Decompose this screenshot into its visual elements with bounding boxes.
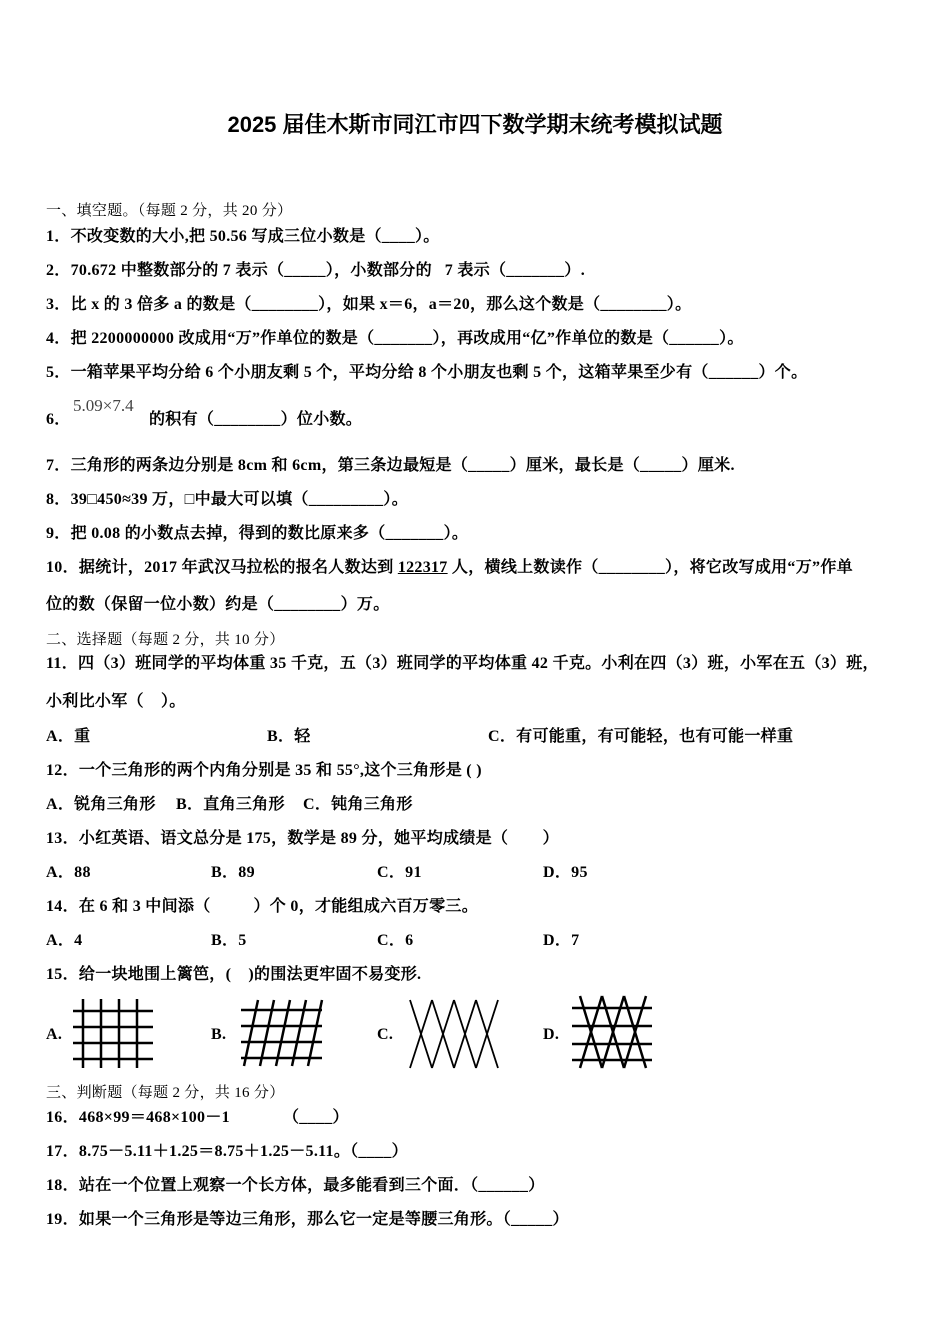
question-6-text: 的积有（________）位小数。: [149, 411, 363, 428]
fence-figure-c: [406, 998, 504, 1070]
fence-figure-b: [238, 998, 324, 1068]
fence-figure-d: [570, 994, 654, 1070]
fence-figure-a: [72, 997, 154, 1070]
question-14-option-b: B．5: [211, 932, 247, 949]
question-10-line-1: [46, 557, 853, 579]
question-10-underlined-number: 122317: [397, 559, 448, 576]
question-12: 12．一个三角形的两个内角分别是 35 和 55°,这个三角形是 ( ): [46, 762, 482, 779]
section-heading-choice: 二、选择题（每题 2 分，共 10 分）: [46, 632, 285, 648]
question-1: 1．不改变数的大小,把 50.56 写成三位小数是（____）。: [46, 228, 440, 245]
exam-title: 2025 届佳木斯市同江市四下数学期末统考模拟试题: [227, 112, 723, 137]
question-9: 9．把 0.08 的小数点去掉，得到的数比原来多（_______）。: [46, 525, 469, 542]
question-16-text: 16．468×99＝468×100－1: [46, 1109, 230, 1126]
question-11-option-c: C．有可能重，有可能轻，也有可能一样重: [488, 728, 794, 745]
question-14-option-a: A．4: [46, 932, 83, 949]
question-4: 4．把 2200000000 改成用“万”作单位的数是（_______），再改成用“亿”作单位的数是（______）。: [46, 330, 744, 347]
question-6-formula: 5.09×7.4: [73, 396, 134, 415]
question-19: 19．如果一个三角形是等边三角形，那么它一定是等腰三角形。（_____）: [46, 1211, 569, 1228]
question-15-option-c: C.: [377, 1026, 394, 1043]
section-heading-judge: 三、判断题（每题 2 分，共 16 分）: [46, 1085, 285, 1101]
question-15-option-b: B.: [211, 1026, 227, 1043]
question-10-line-2: 位的数（保留一位小数）约是（________）万。: [46, 596, 390, 613]
question-11-option-b: B．轻: [267, 728, 311, 745]
question-11-line-1: 11．四（3）班同学的平均体重 35 千克，五（3）班同学的平均体重 42 千克。小利在四（3）班，小军在五（3）班，: [46, 655, 879, 672]
question-3: 3．比 x 的 3 倍多 a 的数是（________），如果 x＝6，a＝20，那么这个数是（________）。: [46, 296, 692, 313]
question-18: 18．站在一个位置上观察一个长方体，最多能看到三个面．（______）: [46, 1177, 545, 1194]
question-12-option-c: C．钝角三角形: [303, 796, 413, 813]
question-13-option-b: B．89: [211, 864, 255, 881]
question-8: 8．39□450≈39 万，□中最大可以填（_________）。: [46, 491, 409, 508]
question-5: 5．一箱苹果平均分给 6 个小朋友剩 5 个，平均分给 8 个小朋友也剩 5 个，这箱苹果至少有（______）个。: [46, 364, 808, 381]
question-10-after: 人，横线上数读作（________），将它改写成用“万”作单: [447, 559, 853, 576]
question-11-line-2: 小利比小军（ ）。: [46, 693, 186, 710]
question-11-option-a: A．重: [46, 728, 91, 745]
question-2: 2．70.672 中整数部分的 7 表示（_____），小数部分的 7 表示（_______）.: [46, 262, 586, 279]
question-13: 13．小红英语、语文总分是 175，数学是 89 分，她平均成绩是（ ）: [46, 830, 559, 847]
question-13-option-d: D．95: [543, 864, 588, 881]
question-6-number: 6．: [46, 411, 71, 428]
question-7: 7．三角形的两条边分别是 8cm 和 6cm，第三条边最短是（_____）厘米，最长是（_____）厘米.: [46, 457, 735, 474]
question-15: 15．给一块地围上篱笆，( )的围法更牢固不易变形.: [46, 966, 422, 983]
question-15-option-a: A.: [46, 1026, 63, 1043]
question-16-blank: （____）: [283, 1109, 349, 1126]
question-13-option-c: C．91: [377, 864, 422, 881]
question-14: 14．在 6 和 3 中间添（ ）个 0，才能组成六百万零三。: [46, 898, 479, 915]
question-14-option-c: C．6: [377, 932, 414, 949]
question-10-before: 10．据统计，2017 年武汉马拉松的报名人数达到: [46, 559, 398, 576]
question-15-option-d: D.: [543, 1026, 560, 1043]
question-17: 17．8.75－5.11＋1.25＝8.75＋1.25－5.11。（____）: [46, 1143, 408, 1160]
question-13-option-a: A．88: [46, 864, 91, 881]
question-14-option-d: D．7: [543, 932, 580, 949]
question-12-option-b: B．直角三角形: [176, 796, 285, 813]
question-12-option-a: A．锐角三角形: [46, 796, 156, 813]
section-heading-fill-in: 一、填空题。（每题 2 分，共 20 分）: [46, 203, 293, 219]
